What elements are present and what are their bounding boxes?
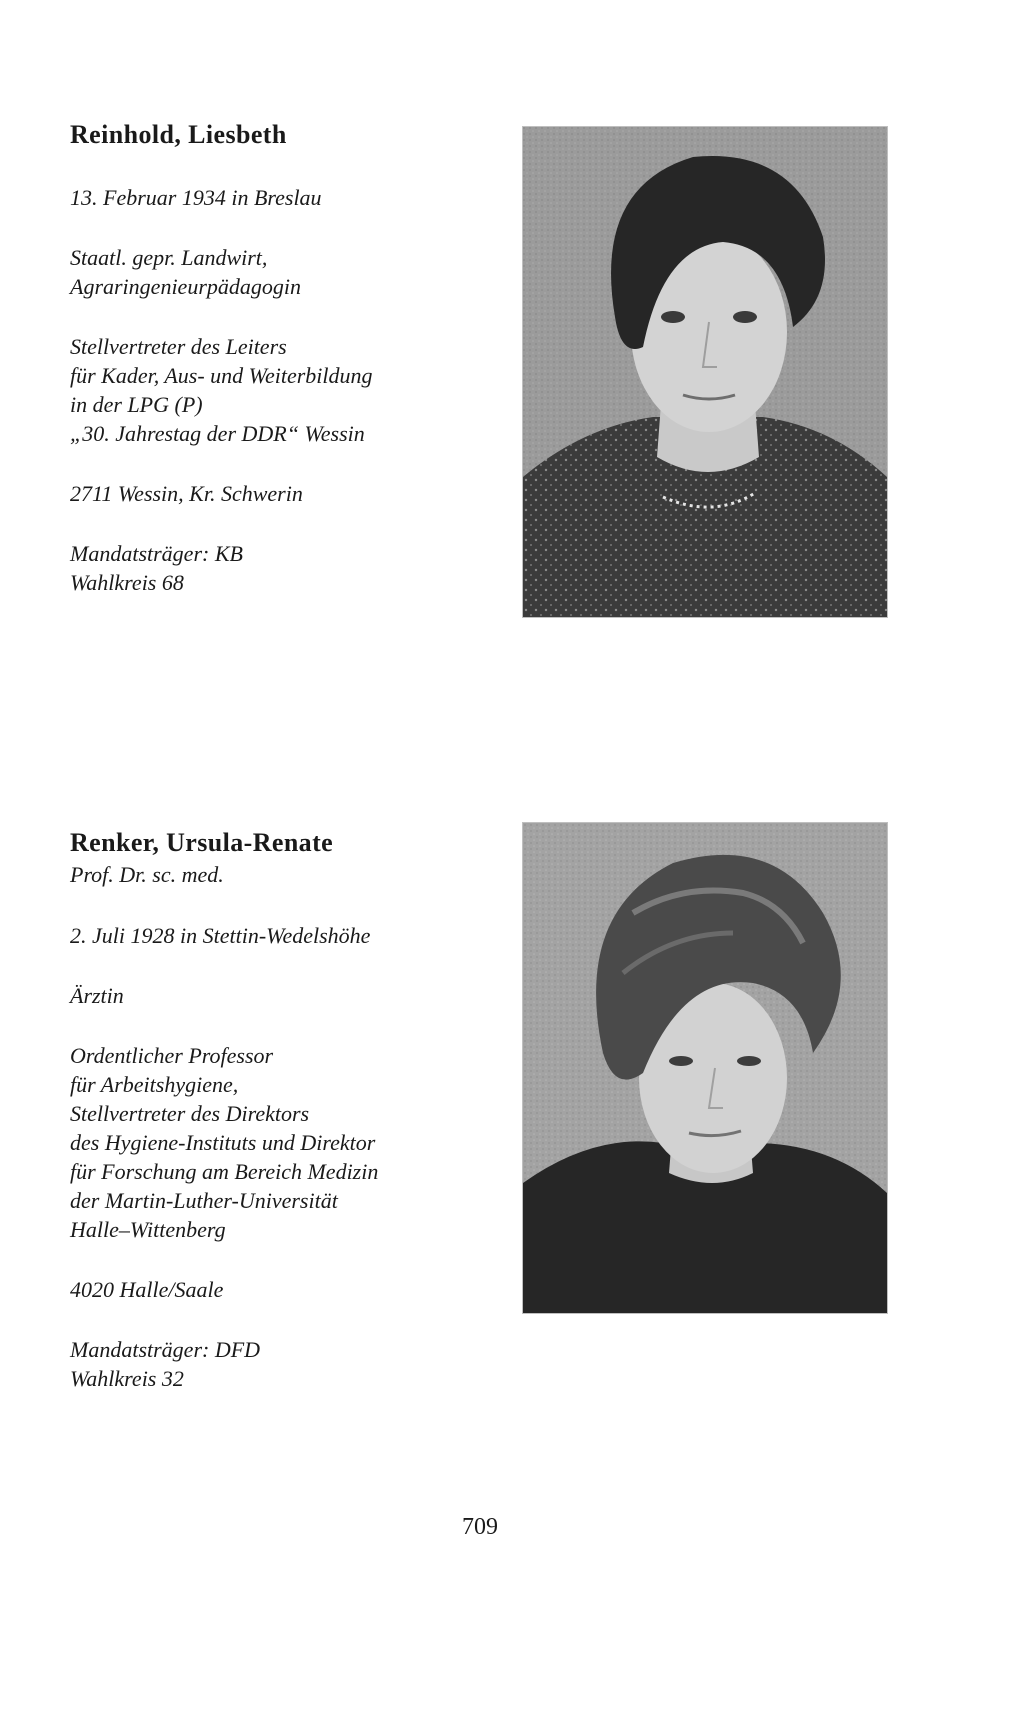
position [70, 1041, 490, 1244]
person-name: Renker, Ursula-Renate [70, 828, 334, 857]
position-line: „30. Jahrestag der DDR“ Wessin [70, 421, 365, 446]
entry-text [70, 118, 490, 597]
position-line: Ordentlicher Professor [70, 1043, 274, 1068]
mandate-block [70, 539, 490, 597]
mandate: Mandatsträger: KB [70, 541, 243, 566]
portrait-image [523, 127, 887, 617]
position-line: in der LPG (P) [70, 392, 203, 417]
position-line: Stellvertreter des Leiters [70, 334, 287, 359]
mandate: Mandatsträger: DFD [70, 1337, 261, 1362]
entry-text [70, 826, 490, 1393]
position-line: Stellvertreter des Direktors [70, 1101, 310, 1126]
profession-line: Agraringenieurpädagogin [70, 274, 301, 299]
profession [70, 243, 490, 301]
mandate-block [70, 1335, 490, 1393]
portrait-photo [522, 126, 888, 618]
birth-line: 2. Juli 1928 in Stettin-Wedelshöhe [70, 923, 371, 948]
birth-line: 13. Februar 1934 in Breslau [70, 185, 322, 210]
position-line: des Hygiene-Instituts und Direktor [70, 1130, 376, 1155]
portrait-photo [522, 822, 888, 1314]
position-line: für Arbeitshygiene, [70, 1072, 239, 1097]
position-line: für Forschung am Bereich Medizin [70, 1159, 379, 1184]
portrait-image [523, 823, 887, 1313]
position-line: für Kader, Aus- und Weiterbildung [70, 363, 373, 388]
person-name: Reinhold, Liesbeth [70, 120, 287, 149]
constituency: Wahlkreis 68 [70, 570, 184, 595]
profession [70, 981, 490, 1010]
profession-line: Ärztin [70, 983, 124, 1008]
address: 4020 Halle/Saale [70, 1277, 224, 1302]
position-line: der Martin-Luther-Universität [70, 1188, 338, 1213]
constituency: Wahlkreis 32 [70, 1366, 184, 1391]
page-number: 709 [462, 1514, 498, 1540]
profession-line: Staatl. gepr. Landwirt, [70, 245, 268, 270]
position [70, 332, 490, 448]
position-line: Halle–Wittenberg [70, 1217, 226, 1242]
address: 2711 Wessin, Kr. Schwerin [70, 481, 303, 506]
academic-title: Prof. Dr. sc. med. [70, 862, 224, 887]
